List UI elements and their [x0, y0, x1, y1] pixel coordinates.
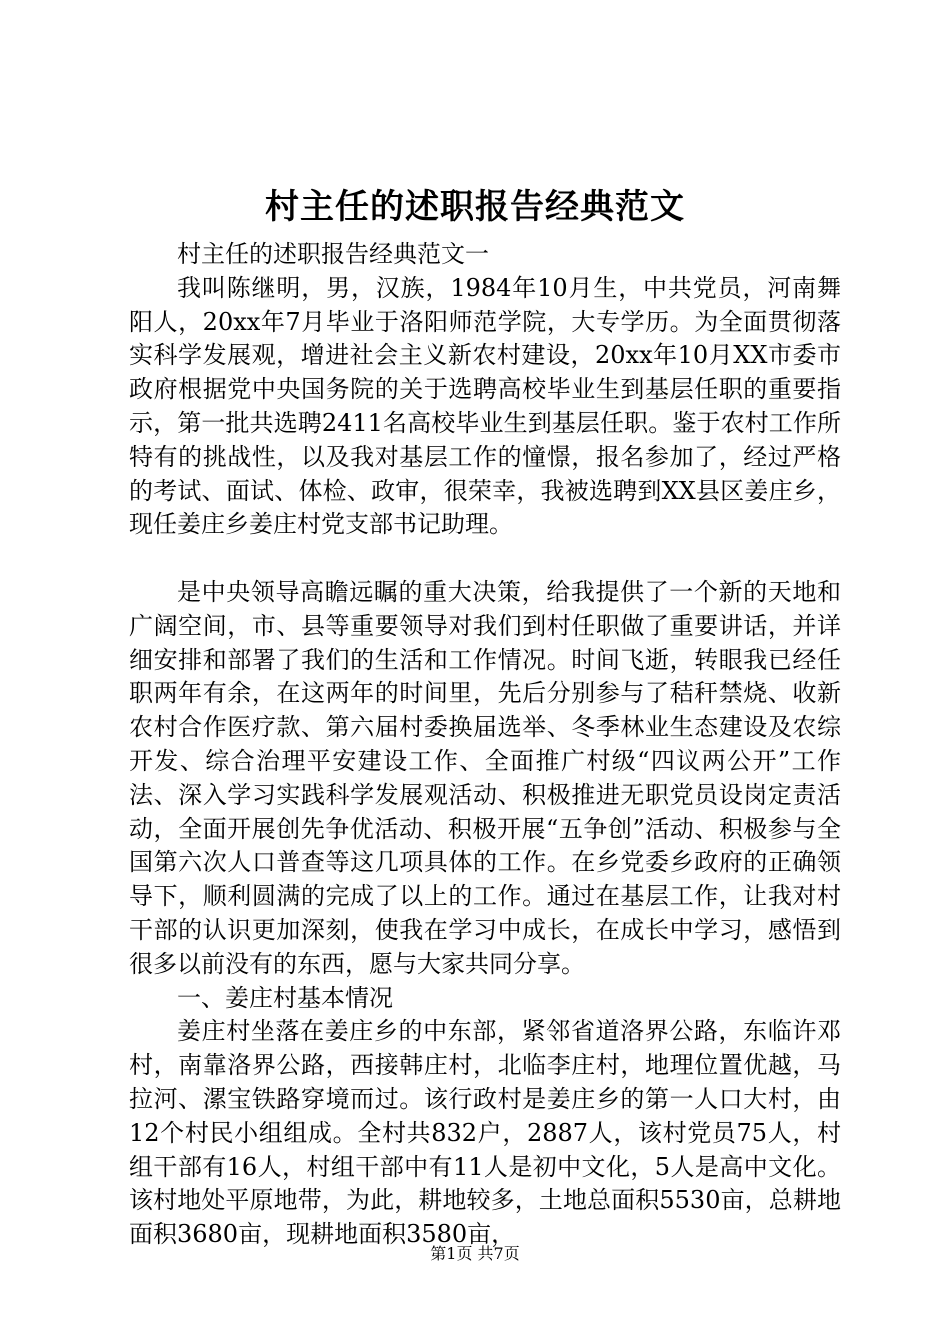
paragraph-spacer [129, 542, 841, 576]
page-footer: 第1页 共7页 [430, 1244, 520, 1263]
section-heading: 一、姜庄村基本情况 [177, 983, 393, 1012]
document-title: 村主任的述职报告经典范文 [265, 187, 685, 227]
paragraph-village-info: 姜庄村坐落在姜庄乡的中东部，紧邻省道洛界公路，东临许邓村，南靠洛界公路，西接韩庄村，北临李庄村，地理位置优越，马拉河、漯宝铁路穿境而过。该行政村是姜庄乡的第一人口大村，由12个村民小组组成。全村共832户，2887人，该村党员75人，村组干部有16人，村组干部中有11人是初中文化，5人是高中文化。该村地处平原地带，为此，耕地较多，土地总面积5530亩，总耕地面积3680亩，现耕地面积3580亩， [129, 1017, 841, 1249]
paragraph-intro: 我叫陈继明，男，汉族，1984年10月生，中共党员，河南舞阳人，20xx年7月毕业于洛阳师范学院，大专学历。为全面贯彻落实科学发展观，增进社会主义新农村建设，20xx年10月XX市委市政府根据党中央国务院的关于选聘高校毕业生到基层任职的重要指示，第一批共选聘2411名高校毕业生到基层任职。鉴于农村工作所特有的挑战性，以及我对基层工作的憧憬，报名参加了，经过严格的考试、面试、体检、政审，很荣幸，我被选聘到XX县区姜庄乡，现任姜庄乡姜庄村党支部书记助理。 [129, 273, 841, 539]
paragraph-work: 是中央领导高瞻远瞩的重大决策，给我提供了一个新的天地和广阔空间，市、县等重要领导对我们到村任职做了重要讲话，并详细安排和部署了我们的生活和工作情况。时间飞逝，转眼我已经任职两年有余，在这两年的时间里，先后分别参与了秸秆禁烧、收新农村合作医疗款、第六届村委换届选举、冬季林业生态建设及农综开发、综合治理平安建设工作、全面推广村级“四议两公开”工作法、深入学习实践科学发展观活动、积极推进无职党员设岗定责活动，全面开展创先争优活动、积极开展“五争创”活动、积极参与全国第六次人口普查等这几项具体的工作。在乡党委乡政府的正确领导下，顺利圆满的完成了以上的工作。通过在基层工作，让我对村干部的认识更加深刻，使我在学习中成长，在成长中学习，感悟到很多以前没有的东西，愿与大家共同分享。 [129, 577, 841, 978]
document-body [129, 238, 841, 1252]
section-heading: 村主任的述职报告经典范文一 [177, 240, 489, 268]
